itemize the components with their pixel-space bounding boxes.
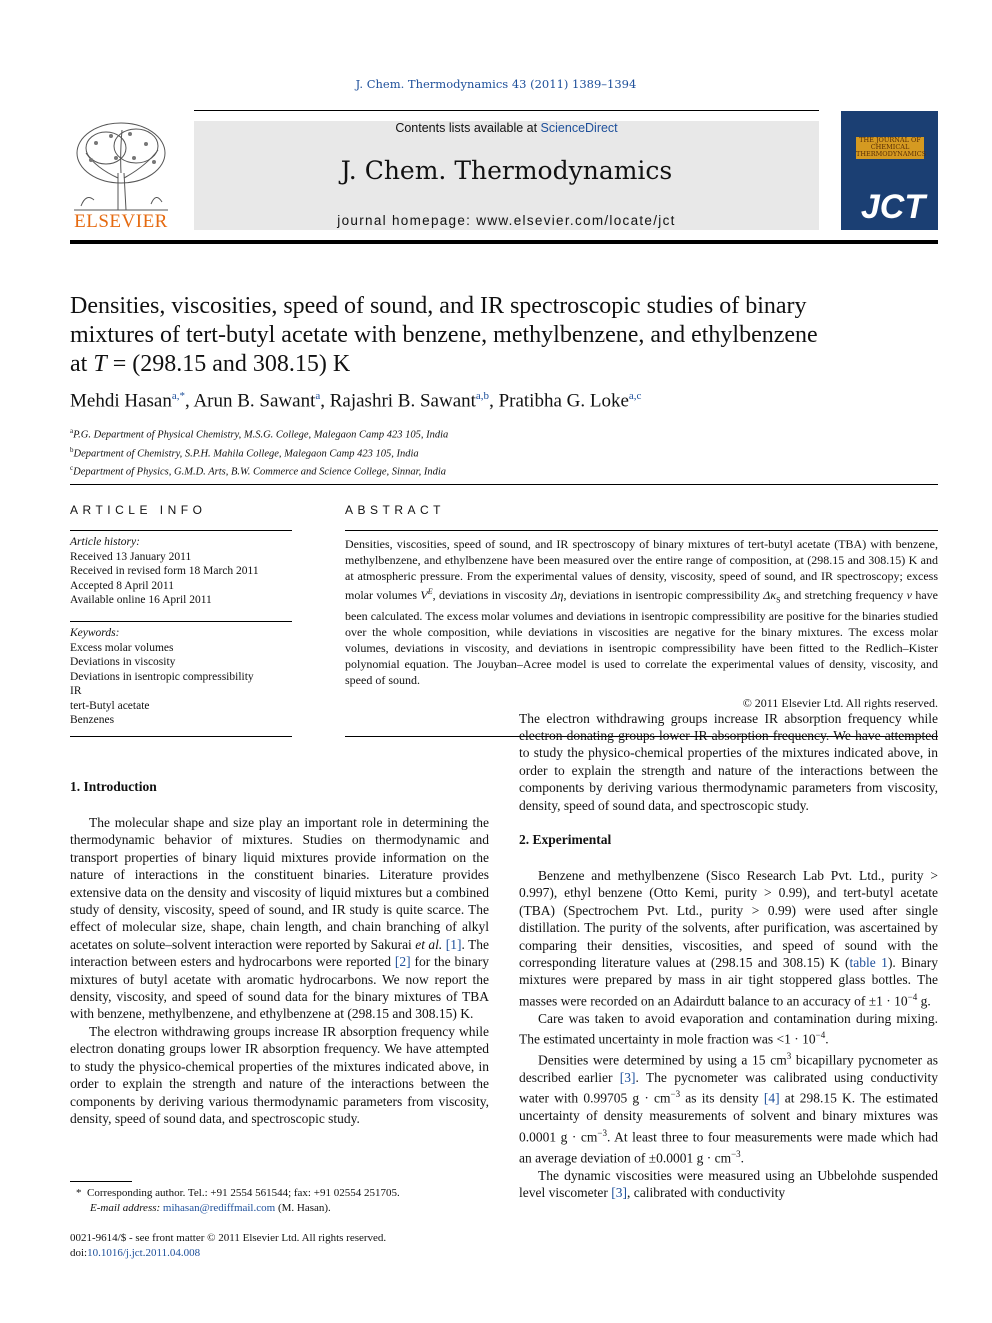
paragraph [519,1010,938,1048]
abstract-var: Δη [550,588,564,602]
text: g. [917,993,931,1009]
running-head[interactable]: J. Chem. Thermodynamics 43 (2011) 1389–1394 [355,77,637,91]
email-line [76,1201,496,1216]
affil-rule [70,484,938,485]
masthead-rule [70,240,938,244]
citation-link[interactable]: [3] [619,1069,636,1085]
article-title [70,292,938,379]
keyword: Deviations in isentropic compressibility [70,670,254,683]
affiliation-marker: c [70,464,74,472]
article-history [70,535,292,608]
text: . [740,1150,745,1166]
info-rule [70,530,292,531]
header-rule [194,110,819,111]
etal: et al. [415,936,443,952]
footnote-marker: * [76,1187,82,1199]
abstract-part: have been calculated. The excess molar volumes and deviations in isentropic compressibility are positive for the binaries studied over the whole composition, while deviations in viscosities are negative for the binary mixtures. The excess molar volumes, deviations in viscosity, and deviations in isentropic compressibility have been fitted to the Redlich–Kister polynomial equation. The Jouyban–Acree model is used to correlate the experimental values of density, viscosity, and speed of sound. [345,588,939,688]
text: bicapillary pycnometer as described earlier [519,1052,939,1085]
exponent: −3 [670,1089,681,1100]
author-affil-link[interactable]: a,* [171,390,185,402]
author-affil-link[interactable]: a [315,390,321,402]
abstract-sup: E [427,587,433,596]
history-item: Received in revised form 18 March 2011 [70,565,259,577]
text: Densities were determined by using a 15 cm [538,1052,787,1068]
info-bottom-rule [70,736,292,737]
exponent: −3 [597,1127,607,1138]
affiliation-text: P.G. Department of Physical Chemistry, M.S.G. College, Malegaon Camp 423 105, India [73,429,449,441]
history-label: Article history: [70,536,140,548]
doi-line [70,1246,510,1261]
corresponding-author [76,1186,496,1201]
experimental-body [519,867,938,1201]
exponent: −4 [907,991,918,1002]
author-sep: , [184,390,194,412]
abstract-sub: S [776,595,781,605]
abstract-part: Densities, viscosities, speed of sound, and IR spectroscopy of binary mixtures of tert-butyl acetate (TBA) with benzene, methylbenzene, and ethylbenzene have been measured over the entire range of composition, at (298.15 and 308.15) K and at atmospheric pressure. From the experimental values of density, viscosity, speed of sound, and IR spectroscopy; excess molar volumes [345,537,938,602]
elsevier-wordmark[interactable]: ELSEVIER [74,211,168,232]
footnote [76,1186,496,1215]
keywords-label: Keywords: [70,627,120,639]
affiliation-marker: b [70,445,74,454]
paragraph [519,1167,938,1202]
paragraph: The electron withdrawing groups increase IR absorption frequency while electron donating groups lower IR absorption frequency. We have attempted to study the physico-chemical properties of the mixtures indicated above, in order to explain the strength and nature of the interactions between the components by deriving various thermodynamic parameters from viscosity, density, speed of sound data, and spectroscopic study. [70,1023,489,1126]
journal-homepage [194,213,819,228]
citation-link[interactable]: [1] [445,936,462,952]
abstract-part: and stretching frequency [780,588,907,602]
email-label: E-mail address: [90,1201,161,1214]
sciencedirect-link[interactable]: ScienceDirect [540,121,618,135]
contents-prefix: Contents lists available at [395,121,541,135]
exponent: 3 [786,1051,792,1062]
abstract-part: , deviations in isentropic compressibility [563,588,764,602]
issn-line: 0021-9614/$ - see front matter © 2011 Elsevier Ltd. All rights reserved. [70,1232,387,1244]
citation-link[interactable]: [4] [763,1090,780,1106]
article-info-heading: ARTICLE INFO [70,503,207,517]
affiliation [70,443,938,462]
title-var-t: T [93,351,107,377]
contents-available [194,121,819,135]
section-heading-introduction: 1. Introduction [70,779,157,794]
exponent: −4 [815,1030,826,1041]
history-item: Available online 16 April 2011 [70,594,212,606]
footnote-rule [70,1181,132,1182]
cover-jct-logo: JCT [860,188,926,226]
paragraph [519,1048,938,1166]
abstract-copyright: © 2011 Elsevier Ltd. All rights reserved. [742,696,938,710]
intro-p2-tail-window [519,710,938,814]
author-list [70,390,938,412]
author-name: Rajashri B. Sawant [329,390,476,412]
paragraph [519,867,938,1010]
abstract-var: ν [906,588,912,602]
abstract-var: V [420,588,428,602]
author-sep: , [320,390,330,412]
table-link[interactable]: table 1 [849,955,888,971]
abstract-part: , deviations in viscosity [432,588,551,602]
title-line-3-pre: at [70,351,94,377]
author-name: Arun B. Sawant [193,390,316,412]
doi-link[interactable]: 10.1016/j.jct.2011.04.008 [87,1246,201,1259]
affiliation-text: Department of Chemistry, S.P.H. Mahila College, Malegaon Camp 423 105, India [73,448,419,459]
abstract-text [345,536,938,688]
author-name: Mehdi Hasan [70,390,172,412]
intro-p2-tail [519,710,938,814]
intro-body [70,814,489,1126]
keywords [70,626,292,728]
email-name: (M. Hasan). [275,1201,331,1214]
author-name: Pratibha G. Loke [498,390,629,412]
front-matter [70,1231,510,1260]
affiliation [70,424,938,443]
section-heading-experimental: 2. Experimental [519,832,612,847]
affiliations [70,424,938,480]
homepage-link[interactable]: www.elsevier.com/locate/jct [476,213,676,228]
text: ). Binary mixtures were prepared by mass in air tight stoppered glass bottles. The masses were recorded on an Adairdutt balance to an accuracy of ±1 · 10 [519,955,938,1009]
footnote-text: Corresponding author. Tel.: +91 2554 561544; fax: +91 02554 251705. [87,1187,400,1199]
title-line-1: Densities, viscosities, speed of sound, and IR spectroscopic studies of binary [70,293,807,319]
keywords-rule [70,621,292,622]
keyword: Benzenes [70,714,115,726]
abstract-heading: ABSTRACT [345,503,446,517]
cover-title: THE JOURNAL OF CHEMICAL THERMODYNAMICS [856,136,927,158]
title-line-2: mixtures of tert-butyl acetate with benzene, methylbenzene, and ethylbenzene [70,322,818,348]
email-link[interactable]: mihasan@rediffmail.com [162,1201,276,1214]
text: The molecular shape and size play an important role in determining the thermodynamic behavior of mixtures. Studies on thermodynamic and transport properties of binary liquid mixtures provide information on the nature of interactions in the constituent binaries. Literature provides extensive data on the density and viscosity of liquid mixtures but a combined study of density, viscosity, speed of sound, and IR study is quite scarce. The effect of molecular size, shape, chain length, and chain branching of alkyl acetates on solute–solvent interaction were reported by Sakurai [70,815,489,952]
title-line-3 [70,350,938,379]
text: . The interaction between esters and hydrocarbons were reported [70,936,489,970]
text: for the binary mixtures of butyl acetate with aromatic hydrocarbons. We now report the density, viscosity, and speed of sound data for the binary mixtures of TBA with benzene, methylbenzene, and ethylbenzene at (298.15 and 308.15) K. [70,954,489,1022]
keyword: IR [70,685,82,697]
citation-link[interactable]: [3] [611,1184,627,1200]
text: . At least three to four measurements were made which had an average deviation of ±0.0001 g · cm [519,1129,938,1166]
text: . The pycnometer was calibrated using conductivity water with 0.99705 g · cm [519,1069,938,1106]
title-line-3-post: = (298.15 and 308.15) K [106,351,351,377]
author-sep: , [489,390,499,412]
paragraph [70,814,489,1023]
citation-link[interactable]: [2] [394,954,411,970]
keyword: Deviations in viscosity [70,656,176,668]
text: Benzene and methylbenzene (Sisco Research Lab Pvt. Ltd., purity > 0.997), ethyl benzene (Otto Kemi, purity > 0.99), and tert-butyl acetate (TBA) (Spectrochem Pvt. Ltd., purity > 0.99) were used after single distillation. The purity of the solvents, after purification, was ascertained by comparing their densities, viscosities, and speed of sound with the corresponding literature values at (298.15 and 308.15) K ( [519,868,938,971]
affiliation [70,461,938,480]
journal-title: J. Chem. Thermodynamics [340,156,673,185]
text: as its density [680,1090,764,1106]
keyword: Excess molar volumes [70,641,174,654]
text: . [825,1031,829,1047]
affiliation-text: Department of Physics, G.M.D. Arts, B.W. Commerce and Science College, Sinnar, India [73,466,446,478]
abstract-var: Δκ [763,588,777,602]
history-item: Received 13 January 2011 [70,550,192,563]
paragraph: The electron withdrawing groups increase IR absorption frequency while electron donating groups lower IR absorption frequency. We have attempted to study the physico-chemical properties of the mixtures indicated above, in order to explain the strength and nature of the interactions between the components by deriving various thermodynamic parameters from viscosity, density, speed of sound data, and spectroscopic study. [519,710,938,813]
text: Care was taken to avoid evaporation and contamination during mixing. The estimated uncertainty in mole fraction was <1 · 10 [519,1010,938,1047]
author-affil-link[interactable]: a,b [475,390,490,402]
exponent: −3 [731,1148,741,1159]
text: , calibrated with conductivity [626,1184,786,1200]
text: at 298.15 K. The estimated uncertainty of density measurements of solvent and binary mixtures was 0.0001 g · cm [519,1090,939,1145]
text: The dynamic viscosities were measured using an Ubbelohde suspended level viscometer [519,1167,938,1200]
affiliation-marker: a [70,427,74,435]
keyword: tert-Butyl acetate [70,699,150,712]
doi-label: doi: [70,1246,88,1259]
author-affil-link[interactable]: a,c [628,390,642,402]
abstract-rule [345,530,938,531]
history-item: Accepted 8 April 2011 [70,579,175,592]
homepage-prefix: journal homepage: [337,213,477,228]
